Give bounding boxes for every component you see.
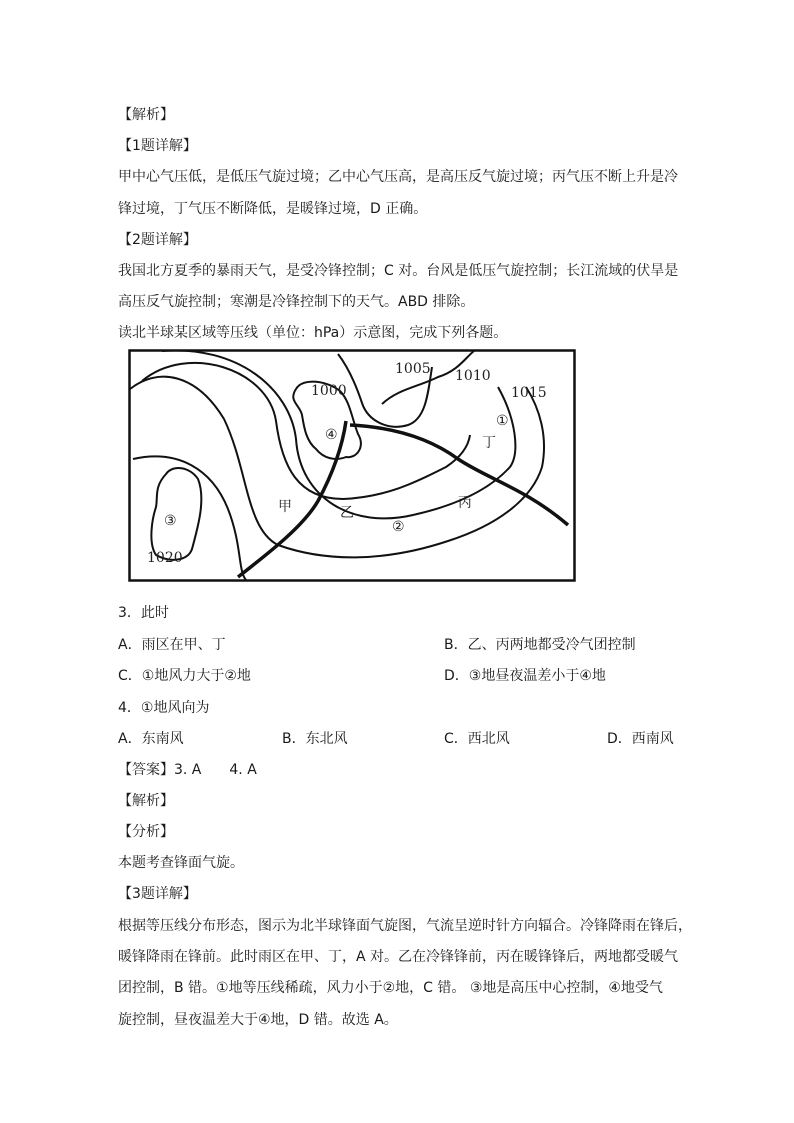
q4-stem: 4．①地风向为 [118,700,210,716]
answer-text: 3. A 4. A [174,762,257,778]
q3-option-c: C．①地风力大于②地 [118,668,251,684]
answer-line [118,759,257,779]
q1-text-line1: 甲中心气压低，是低压气旋过境；乙中心气压高，是高压反气旋过境；丙气压不断上升是冷 [118,169,678,185]
place-ding: 丁 [482,435,496,451]
section2-jiexi: 【解析】 [118,793,174,809]
q3-option-d: D．③地昼夜温差小于④地 [444,668,606,684]
isobar-label-1000: 1000 [311,383,347,399]
point-1: ① [496,413,509,429]
place-bing: 丙 [458,495,472,511]
place-jia: 甲 [278,499,292,515]
q4-option-b: B．东北风 [282,731,348,747]
section1-jiexi: 【解析】 [118,107,174,123]
point-2: ② [392,519,405,535]
fenxi-heading: 【分析】 [118,824,174,840]
q4-option-d: D．西南风 [607,731,674,747]
q4-option-a: A．东南风 [118,731,184,747]
map-intro: 读北半球某区域等压线（单位：hPa）示意图，完成下列各题。 [118,325,508,341]
isobar-label-1020: 1020 [147,550,183,566]
q3-detail-line1: 根据等压线分布形态，图示为北半球锋面气旋图，气流呈逆时针方向辐合。冷锋降雨在锋后， [118,918,692,934]
q2-text-line2: 高压反气旋控制；寒潮是冷锋控制下的天气。ABD 排除。 [118,294,475,310]
isobar-label-1015: 1015 [511,385,547,401]
q4-option-c: C．西北风 [444,731,510,747]
q3-option-a: A．雨区在甲、丁 [118,637,226,653]
q3-detail-line2: 暖锋降雨在锋前。此时雨区在甲、丁，A 对。乙在冷锋锋前，丙在暖锋锋后，两地都受暖气 [118,949,679,965]
isobar-map [128,349,576,582]
isobar-label-1005: 1005 [395,361,431,377]
map-frame [130,351,575,581]
place-yi: 乙 [340,505,354,521]
q3-detail-heading: 【3题详解】 [118,886,197,902]
q3-detail-line3: 团控制，B 错。①地等压线稀疏，风力小于②地，C 错。 ③地是高压中心控制，④地受气 [118,980,663,996]
q1-heading: 【1题详解】 [118,138,197,154]
fenxi-text: 本题考查锋面气旋。 [118,855,244,871]
q2-text-line1: 我国北方夏季的暴雨天气，是受冷锋控制；C 对。台风是低压气旋控制；长江流域的伏旱是 [118,263,679,279]
q3-option-b: B．乙、丙两地都受冷气团控制 [444,637,636,653]
answer-label: 【答案】 [118,762,174,778]
q3-stem: 3．此时 [118,605,169,621]
isobar-label-1010: 1010 [455,368,491,384]
point-3: ③ [164,513,177,529]
q3-detail-line4: 旋控制，昼夜温差大于④地，D 错。故选 A。 [118,1012,398,1028]
q2-heading: 【2题详解】 [118,232,197,248]
point-4: ④ [325,427,338,443]
q1-text-line2: 锋过境，丁气压不断降低，是暖锋过境，D 正确。 [118,201,428,217]
